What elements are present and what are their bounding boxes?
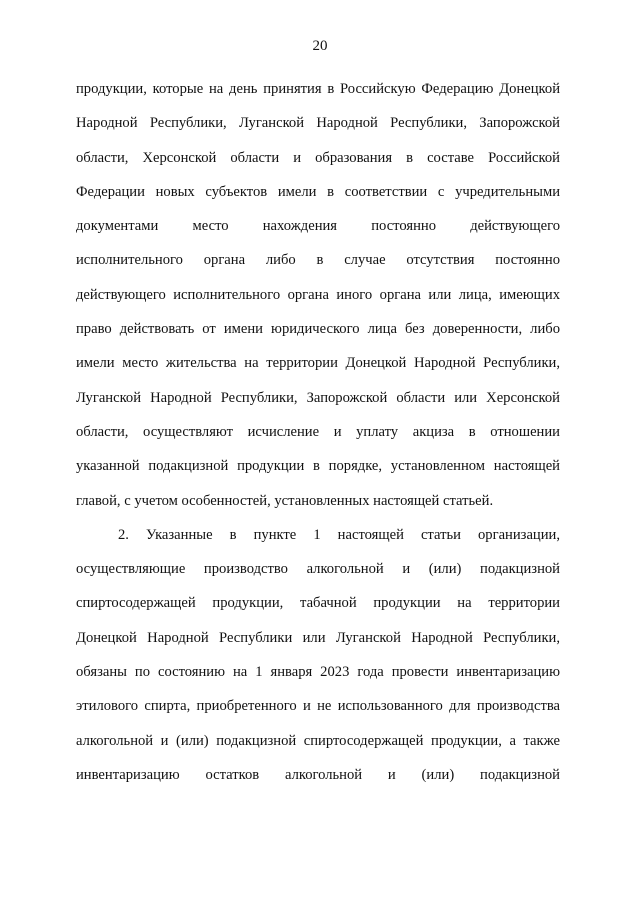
text-line: области, осуществляют исчисление и уплату акциза в отношении <box>76 423 560 440</box>
text-line: этилового спирта, приобретенного и не использованного для производства <box>76 698 560 715</box>
paragraph-1 <box>76 72 560 518</box>
text-line: области, Херсонской области и образования в составе Российской <box>76 149 560 166</box>
text-line: осуществляющие производство алкогольной и (или) подакцизной <box>76 561 560 578</box>
text-line: Луганской Народной Республики, Запорожской области или Херсонской <box>76 389 560 406</box>
text-line: указанной подакцизной продукции в порядке, установленном настоящей <box>76 458 560 475</box>
text-line: инвентаризацию остатков алкогольной и (или) подакцизной <box>76 766 560 783</box>
text-line: алкогольной и (или) подакцизной спиртосодержащей продукции, а также <box>76 732 560 749</box>
text-line: Донецкой Народной Республики или Луганской Народной Республики, <box>76 629 560 646</box>
text-line: главой, с учетом особенностей, установленных настоящей статьей. <box>76 492 494 509</box>
text-line: продукции, которые на день принятия в Российскую Федерацию Донецкой <box>76 81 560 97</box>
text-line: документами место нахождения постоянно действующего <box>76 218 560 235</box>
document-body <box>76 72 560 792</box>
page-number: 20 <box>312 38 328 54</box>
text-line: 2. Указанные в пункте 1 настоящей статьи организации, <box>118 526 560 543</box>
paragraph-2 <box>76 518 560 792</box>
text-line: исполнительного органа либо в случае отсутствия постоянно <box>76 252 560 269</box>
text-line: право действовать от имени юридического лица без доверенности, либо <box>76 321 560 338</box>
text-line: действующего исполнительного органа иного органа или лица, имеющих <box>76 286 560 303</box>
text-line: Федерации новых субъектов имели в соответствии с учредительными <box>76 183 560 200</box>
text-line: обязаны по состоянию на 1 января 2023 года провести инвентаризацию <box>76 664 560 681</box>
text-line: Народной Республики, Луганской Народной Республики, Запорожской <box>76 115 560 132</box>
text-line: спиртосодержащей продукции, табачной продукции на территории <box>76 595 560 612</box>
text-line: имели место жительства на территории Донецкой Народной Республики, <box>76 355 560 372</box>
